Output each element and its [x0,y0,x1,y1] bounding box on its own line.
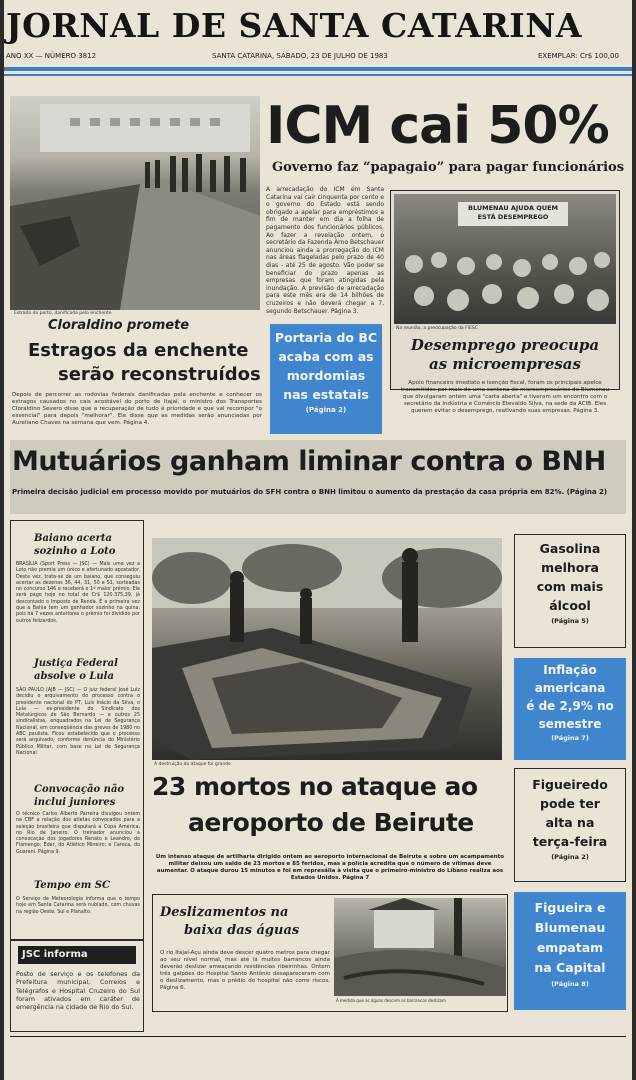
flood-road-photo-art [10,96,260,310]
justice-title-2: absolve o Lula [34,671,114,682]
unemployment-headline-2: as microempresas [429,355,581,373]
football-line-1: Figueira e [534,900,606,915]
beirut-headline-2: aeroporto de Beirute [188,808,474,837]
newspaper-front-page [4,0,632,1080]
inflation-page: (Página 7) [551,734,589,742]
masthead-rule [4,67,632,71]
inflation-line-1: Inflação [543,663,597,677]
beirut-caption: A destruição do ataque foi grande [154,762,231,767]
convoc-title-2: inclui juniores [34,797,116,808]
unemployment-caption: Na reunião, a preocupação da FIESC [396,326,478,331]
beirut-headline-1: 23 mortos no ataque ao [152,772,478,801]
lead-body: A arrecadação do ICM em Santa Catarina vai cair cinquenta por cento e o governo do Estado está sendo obrigado a apelar para empréstimos a fim de manter em dia a folha de pagamento dos funcionários públicos. Ao fazer a revelação ontem, o secretário da Fazenda Arno Betschauer anunciou ainda a prorrogação do ICM nas áreas flageladas pelo prazo de 40 dias - até 25 de agosto. Vão poder se beneficiar do prazo apenas as empresas que foram atingidas pela inundação. A previsão de arrecadação para este mês era de 14 bilhões de cruzeiros e não deverá chegar a 7, segundo Betschauer. Página 3. [266,186,384,315]
landslides-body: O rio Itajaí-Açu ainda deve descer quatro metros para chegar ao seu nível normal, mas até lá muitos barrancos ainda deverão deslizar ameaçando residências ribeirinhas. Ontem três galpões do Hospital Santo Antônio desapareceram com o deslizamento, mas o prédio do hospital não corre riscos. Página 6. [160,950,330,991]
weather-body: O Serviço de Meteorologia informa que o tempo hoje em Santa Catarina será nublado, com chuvas na região Oeste, Sul e Planalto. [16,897,140,915]
inflation-line-4: semestre [538,717,602,731]
figueiredo-line-2: pode ter [540,796,600,811]
landslides-headline-2: baixa das águas [184,923,300,938]
gas-line-3: com mais [536,579,604,594]
gas-page: (Página 5) [551,617,589,625]
bc-page: (Página 2) [305,406,347,414]
bc-line-4: nas estatais [283,387,369,402]
gas-box[interactable] [514,534,626,648]
gas-line-4: álcool [549,598,591,613]
lead-headline: ICM cai 50% [266,96,609,156]
beirut-deck: Um intenso ataque de artilharia dirigido ontem ao aeroporto internacional de Beirute e sobre um acampamento militar deixou um saldo de 23 mortos e 85 feridos, mas a polícia acredita que o número de vítimas deve aumentar. O ataque durou 15 minutos e foi em represália à visita que o primeiro-ministro do Líbano realiza aos Estados Unidos. Página 7 [155,854,505,881]
bc-line-3: mordomias [286,368,366,383]
issue-number: ANO XX — NÚMERO 3812 [6,52,97,60]
football-line-4: na Capital [534,960,606,975]
figueiredo-line-4: terça-feira [532,834,608,849]
unemployment-headline-1: Desemprego preocupa [410,336,600,354]
inflation-line-3: é de 2,9% no [526,699,614,713]
landslides-caption: À medida que as águas descem os barrancos deslizam [336,998,446,1003]
football-line-2: Blumenau [534,920,606,935]
bnh-deck: Primeira decisão judicial em processo movido por mutuários do SFH contra o BNH limitou o aumento da prestação da casa própria em 82%. (Página 2) [12,488,608,496]
bnh-headline: Mutuários ganham liminar contra o BNH [12,446,606,477]
football-line-3: empatam [536,940,604,955]
flood-road-photo [10,96,260,310]
football-box[interactable] [514,892,626,1010]
jsc-informa-body: Posto de serviço e os telefones da Prefeitura municipal, Correios e Telégrafos e Hospital Cruzeiro do Sul foram ativados em caráter de emergência na cidade de Rio do Sul. [16,970,140,1012]
figueiredo-line-3: alta na [545,815,595,830]
unemployment-banner: BLUMENAU AJUDA QUEM ESTÁ DESEMPREGO [468,204,558,221]
issue-price: EXEMPLAR: Cr$ 100,00 [538,52,619,60]
landslides-photo [334,898,506,996]
convoc-title-1: Convocação não [34,784,125,795]
football-page: (Página 8) [551,980,589,988]
loto-title-1: Baiano acerta [34,533,112,544]
weather-title: Tempo em SC [34,880,110,891]
beirut-photo [152,538,502,760]
bottom-rule [10,1036,626,1037]
bc-line-2: acaba com as [278,349,374,364]
bc-line-1: Portaria do BC [274,330,378,345]
loto-title-2: sozinho a Loto [34,546,116,557]
figueiredo-box[interactable] [514,768,626,882]
convoc-title [34,783,142,809]
loto-title [34,532,142,558]
landslides-headline-1: Deslizamentos na [160,905,289,920]
lead-subhead: Governo faz “papagaio” para pagar funcionários [272,160,625,175]
flood-body: Depois de percorrer as rodovias federais danificadas pela enchente e conhecer os estragos causados no cais acostável do porto de Itajaí, o ministro dos Transportes Cloraldino Severo disse que a recuperação de tudo é prioridade e que vai recompor "o essencial" para depois "melhorar". Ele disse que as medidas serão anunciadas por Aureliano Chaves na semana que vem. Página 4. [12,392,262,426]
figueiredo-line-1: Figueiredo [532,777,608,792]
flood-headline-2: serão reconstruídos [58,364,261,385]
masthead-title: JORNAL DE SANTA CATARINA [6,6,582,45]
justice-title [34,657,142,683]
masthead-rule-thin [4,74,632,76]
justice-body: SÃO PAULO (AJB — JSC) — O juiz federal José Luiz decidiu o arquivamento do processo contra o presidente nacional do PT, Luís Inácio da Silva, o Lula — ex-presidente do Sindicato dos Metalúrgicos de São Bernardo — e outros 25 sindicalistas, enquadrados na Lei de Segurança Nacional, em conseqüência das greves de 1980 no ABC paulista. Ficou estabelecido que o processo será arquivado, conforme denúncia do Ministério Público Militar, com base na Lei de Segurança Nacional. [16,688,140,756]
gas-line-1: Gasolina [539,541,601,556]
flood-kicker: Cloraldino promete [48,318,190,333]
gas-line-2: melhora [541,560,599,575]
jsc-informa-title: JSC informa [18,946,136,964]
unemployment-body: Apoio financeiro imediato e isenção fiscal, foram os principais apelos transmitidos por mais de uma centena de microempresários de Blumenau que divulgaram ontem uma "carta aberta" e tiveram um encontro com o secretário da Indústria e Comércio Etevaldo Silva, na sede da ACIB. Eles querem evitar o desemprego, reativando suas empresas. Página 3. [400,380,610,414]
flood-headline-1: Estragos da enchente [28,340,249,361]
bc-box[interactable] [270,324,382,434]
landslides-photo-art [334,898,506,996]
convoc-body: O técnico Carlos Alberto Parreira divulgou ontem na CBF a relação dos atletas convocados para a seleção brasileira que disputará a Copa América, no Rio de Janeiro. O treinador anunciou a convocação dos jogadores Renato e Leandro, do Flamengo; Éder, do Atlético Mineiro; e Careca, do Guarani. Página 9. [16,812,140,855]
beirut-photo-art [152,538,502,760]
issue-date: SANTA CATARINA, SÁBADO, 23 DE JULHO DE 1983 [212,52,388,60]
inflation-box[interactable] [514,658,626,760]
inflation-line-2: americana [534,681,606,695]
loto-body: BRASÍLIA (Sport Press — JSC) — Mais uma vez a Loto não premia um único e afortunado apostador. Desta vez, trata-se de um baiano, que conseguiu acertar as dezenas 36, 44, 31, 50 e 51, sorteadas no concurso 146 e receberá o 1º maior prêmio. Ele será pago hoje no total de Cr$ 120.375,39, já descontado o Imposto de Renda. É a primeira vez que a Bahia tem um ganhador sozinho na quina, pois há 7 vezes anteriores o prêmio foi dividido por outros felizardos. [16,562,140,624]
flood-photo-caption: Estrada do porto, danificada pela enchente [14,311,112,316]
landslides-headline [160,904,330,940]
figueiredo-page: (Página 2) [551,853,589,861]
justice-title-1: Justiça Federal [34,658,118,669]
